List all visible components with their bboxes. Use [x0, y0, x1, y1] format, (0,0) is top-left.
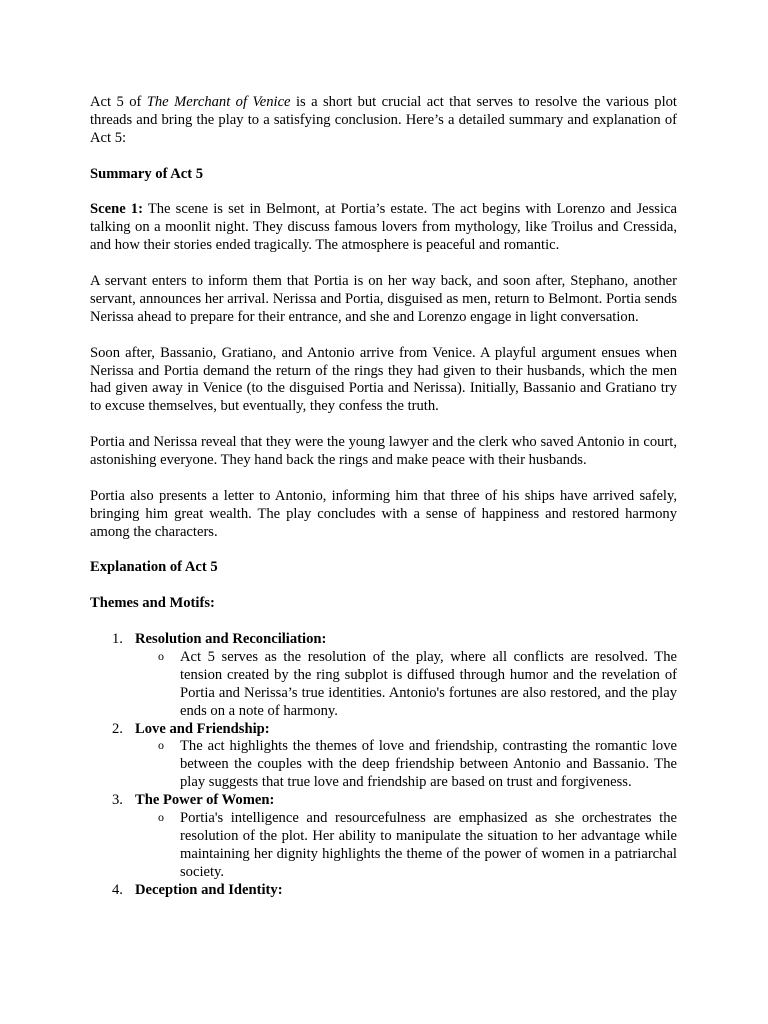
theme-number: 2. [112, 720, 123, 737]
theme-item [90, 882, 677, 900]
theme-item [90, 792, 677, 882]
document-page [90, 94, 677, 900]
theme-sublist [135, 810, 677, 882]
summary-heading: Summary of Act 5 [90, 165, 204, 182]
themes-list [90, 631, 677, 900]
intro-paragraph [90, 94, 677, 148]
theme-sublist [135, 738, 677, 792]
summary-paragraph: A servant enters to inform them that Portia is on her way back, and soon after, Stephano, another servant, announces her arrival. Nerissa and Portia, disguised as men, return to Belmont. Portia sends Nerissa ahead to prepare for their entrance, and she and Lorenzo engage in light conversation. [90, 273, 677, 325]
intro-text-end: is a short but crucial act that serves to resolve the various plot threads and bring the play to a satisfying conclusion. Here’s a detailed summary and explanation of Act 5: [90, 94, 677, 146]
theme-title: Resolution and Reconciliation: [135, 631, 327, 648]
scene-1-text: The scene is set in Belmont, at Portia’s estate. The act begins with Lorenzo and Jessica talking on a moonlit night. They discuss famous lovers from mythology, like Troilus and Cressida, and how their stories ended tragically. The atmosphere is peaceful and romantic. [90, 201, 677, 254]
theme-item [90, 721, 677, 793]
theme-description [135, 738, 677, 792]
scene-1-paragraph [90, 201, 677, 255]
theme-number: 1. [112, 631, 123, 648]
circle-bullet-icon: o [158, 648, 164, 663]
summary-paragraph: Portia also presents a letter to Antonio, informing him that three of his ships have arrived safely, bringing him great wealth. The play concludes with a sense of happiness and restored harmony among the characters. [90, 487, 677, 540]
theme-description-text: Portia's intelligence and resourcefulness are emphasized as she orchestrates the resolution of the plot. Her ability to manipulate the situation to her advantage while maintaining her dignity highlights the theme of the power of women in a patriarchal society. [180, 810, 677, 880]
summary-paragraph: Soon after, Bassanio, Gratiano, and Antonio arrive from Venice. A playful argument ensues when Nerissa and Portia demand the return of the rings they had given to their husbands, which the men had given away in Venice (to the disguised Portia and Nerissa). Initially, Bassanio and Gratiano try to excuse themselves, but eventually, they confess the truth. [90, 344, 677, 415]
play-title: The Merchant of Venice [146, 94, 291, 110]
circle-bullet-icon: o [158, 810, 164, 825]
theme-title: The Power of Women: [135, 792, 275, 809]
summary-paragraph: Portia and Nerissa reveal that they were the young lawyer and the clerk who saved Antonio in court, astonishing everyone. They hand back the rings and make peace with their husbands. [90, 434, 677, 469]
theme-number: 3. [112, 792, 123, 809]
theme-title: Deception and Identity: [135, 881, 283, 898]
theme-description-text: Act 5 serves as the resolution of the play, where all conflicts are resolved. The tension created by the ring subplot is diffused through humor and the revelation of Portia and Nerissa’s true identities. Antonio's fortunes are also restored, and the play ends on a note of harmony. [180, 648, 677, 719]
themes-heading: Themes and Motifs: [90, 595, 215, 612]
theme-description [135, 810, 677, 882]
theme-number: 4. [112, 881, 123, 898]
scene-1-label: Scene 1: [90, 201, 143, 218]
intro-text-start: Act 5 of [90, 94, 147, 110]
theme-item [90, 631, 677, 721]
theme-title: Love and Friendship: [135, 720, 270, 737]
theme-description [135, 649, 677, 721]
circle-bullet-icon: o [158, 738, 164, 753]
theme-description-text: The act highlights the themes of love and friendship, contrasting the romantic love between the couples with the deep friendship between Antonio and Bassanio. The play suggests that true love and friendship are based on trust and forgiveness. [180, 738, 677, 791]
theme-sublist [135, 649, 677, 721]
explanation-heading: Explanation of Act 5 [90, 559, 218, 576]
